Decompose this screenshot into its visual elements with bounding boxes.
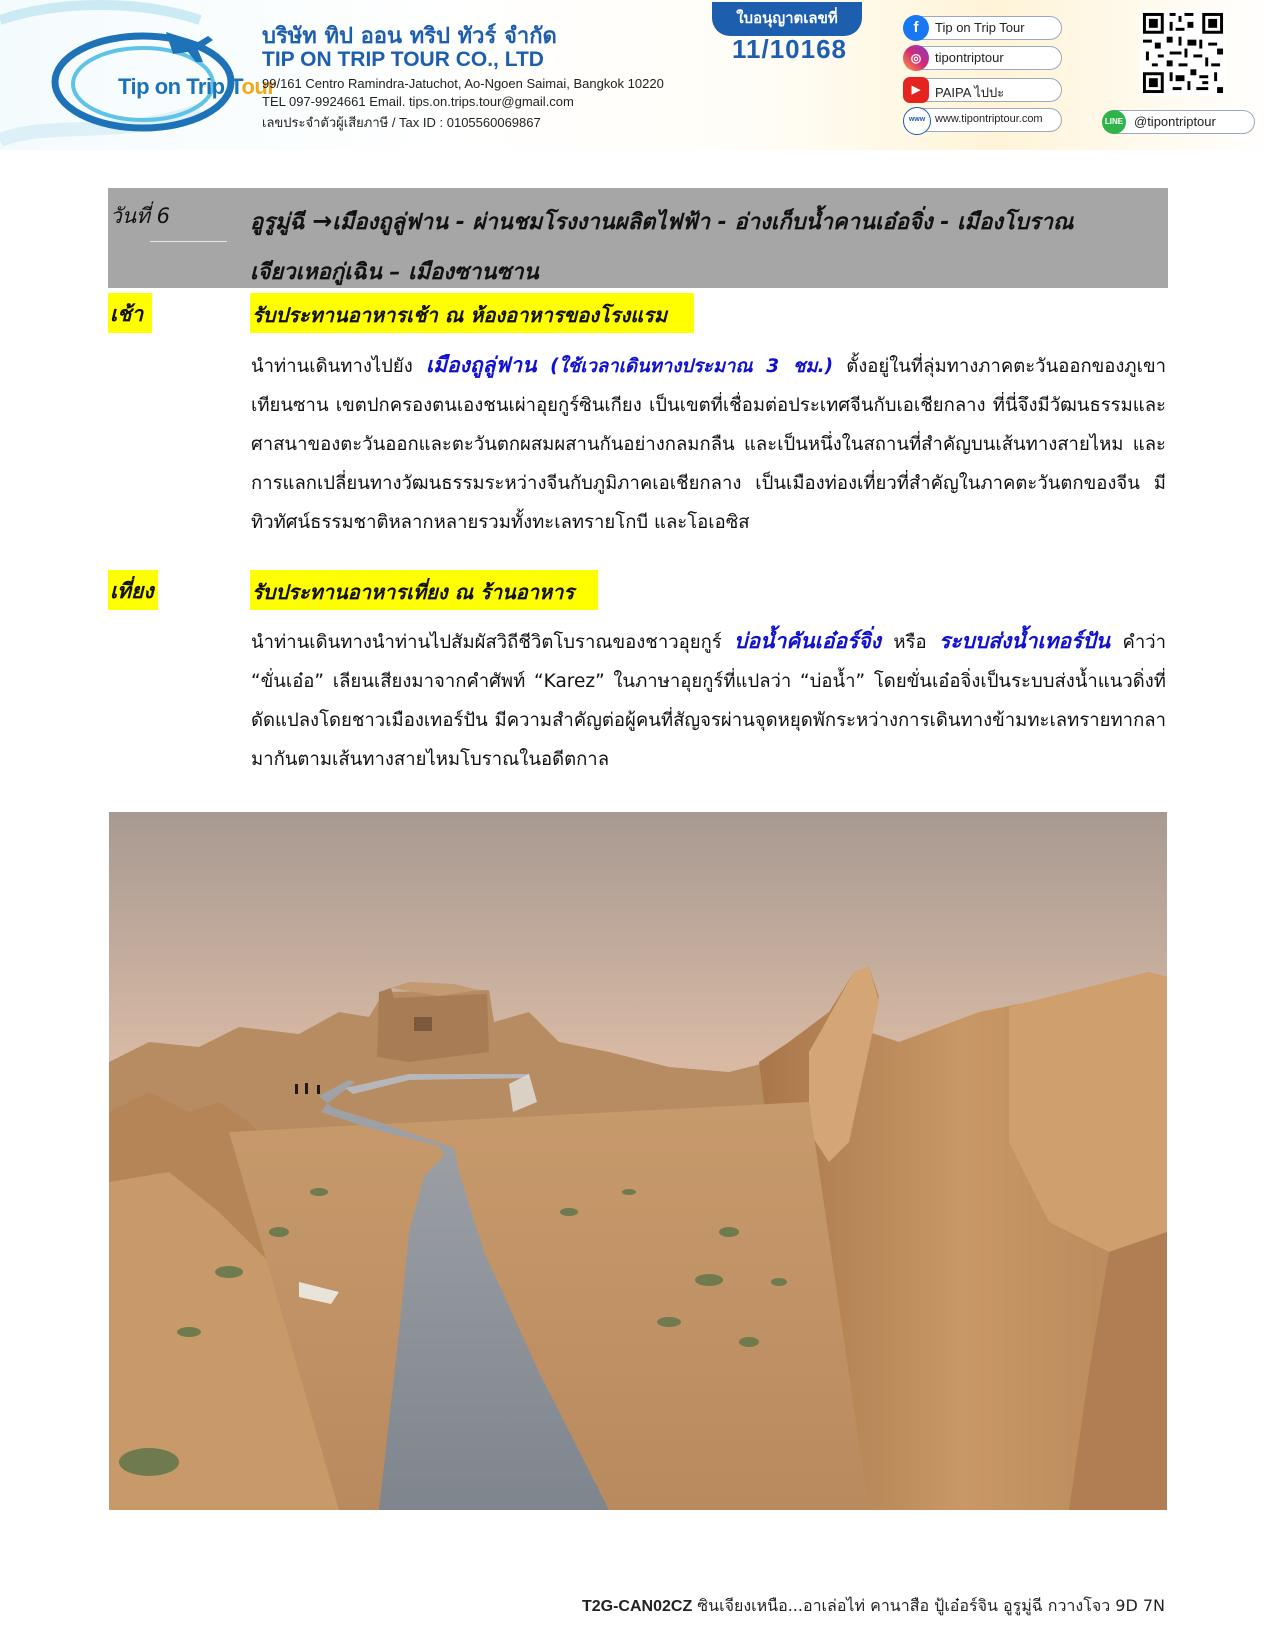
breakfast-time: เช้า bbox=[110, 302, 144, 326]
day-label: วันที่ 6 bbox=[110, 204, 171, 228]
place-karez-well: บ่อน้ำคันเอ๋อร์จิ่ง bbox=[734, 629, 881, 653]
lunch-time: เที่ยง bbox=[110, 579, 154, 603]
facebook-icon: f bbox=[903, 15, 929, 41]
footer-trip-code: T2G-CAN02CZ ซินเจียงเหนือ...อาเล่อไท่ คานาสือ ปู้เอ๋อร์จิน อูรูมู่ฉี กวางโจว 9D 7N bbox=[581, 1596, 1165, 1615]
company-tax-id: เลขประจำตัวผู้เสียภาษี / Tax ID : 0105560069867 bbox=[262, 115, 541, 130]
line-link[interactable]: LINE @tipontriptour bbox=[1103, 110, 1255, 134]
company-logo: Tip on Trip Tour bbox=[48, 22, 238, 134]
breakfast-text: รับประทานอาหารเช้า ณ ห้องอาหารของโรงแรม bbox=[252, 303, 668, 327]
day-itinerary-title: อูรูมู่ฉี →เมืองถูลู่ฟาน - ผ่านชมโรงงานผลิตไฟฟ้า - อ่างเก็บน้ำคานเอ๋อจิ่ง - เมืองโบราณ เจียวเหอกู่เฉิน – เมืองซานซาน bbox=[250, 207, 1074, 285]
facebook-link[interactable]: f Tip on Trip Tour bbox=[904, 16, 1062, 40]
youtube-icon: ▶ bbox=[903, 77, 929, 103]
day-label-divider bbox=[150, 241, 227, 242]
company-name-thai: บริษัท ทิป ออน ทริป ทัวร์ จำกัด bbox=[262, 24, 557, 49]
globe-icon: www bbox=[903, 107, 931, 135]
qr-code[interactable] bbox=[1140, 10, 1226, 96]
instagram-icon: ◎ bbox=[903, 45, 929, 71]
license-label: ใบอนุญาตเลขที่ bbox=[712, 2, 862, 36]
company-address: 99/161 Centro Ramindra-Jatuchot, Ao-Ngoen Saimai, Bangkok 10220 bbox=[262, 76, 664, 91]
place-turpan: เมืองถูลู่ฟาน bbox=[425, 353, 537, 377]
youtube-link[interactable]: ▶ PAIPA ไปปะ bbox=[904, 78, 1062, 102]
right-arrow-icon: → bbox=[312, 207, 333, 235]
paragraph-turpan-intro: นำท่านเดินทางไปยัง เมืองถูลู่ฟาน (ใช้เวลาเดินทางประมาณ 3 ชม.) ตั้งอยู่ในที่ลุ่มทางภาคตะวันออกของภูเขาเทียนซาน เขตปกครองตนเองชนเผ่าอุยกูร์ซินเกียง เป็นเขตที่เชื่อมต่อประเทศจีนกับเอเชียกลาง ที่นี่จึงมีวัฒนธรรมและศาสนาของตะวันออกและตะวันตกผสมผสานกันอย่างกลมกลืน และเป็นหนึ่งในสถานที่สำคัญบนเส้นทางสายไหม และการแลกเปลี่ยนทางวัฒนธรรมระหว่างจีนกับภูมิภาคเอเชียกลาง เป็นเมืองท่องเที่ยวที่สำคัญในภาคตะวันตกของจีน มีทิวทัศน์ธรรมชาติหลากหลายรวมทั้งทะเลทรายโกบี และโอเอซิส bbox=[251, 353, 1166, 533]
letterhead bbox=[0, 0, 1275, 150]
instagram-link[interactable]: ◎ tipontriptour bbox=[904, 46, 1062, 70]
line-icon: LINE bbox=[1102, 110, 1126, 134]
jiaohe-ruins-photo bbox=[109, 812, 1167, 1510]
website-link[interactable]: www www.tipontriptour.com bbox=[904, 108, 1062, 132]
license-number: 11/10168 bbox=[732, 34, 848, 64]
paragraph-karez-well: นำท่านเดินทางนำท่านไปสัมผัสวิถีชีวิตโบราณของชาวอุยกูร์ บ่อน้ำคันเอ๋อร์จิ่ง หรือ ระบบส่งน้ำเทอร์ปัน คำว่า “ขั่นเอ๋อ” เลียนเสียงมาจากคำศัพท์ “Karez” ในภาษาอุยกูร์ที่แปลว่า “บ่อน้ำ” โดยขั่นเอ๋อจิ่งเป็นระบบส่งน้ำแนวดิ่งที่ดัดแปลงโดยชาวเมืองเทอร์ปัน มีความสำคัญต่อผู้คนที่สัญจรผ่านจุดหยุดพักระหว่างการเดินทางข้ามทะเลทรายทากลามากันตามเส้นทางสายไหมโบราณในอดีตกาล bbox=[251, 629, 1166, 770]
company-name-english: TIP ON TRIP TOUR CO., LTD bbox=[262, 48, 544, 71]
lunch-text: รับประทานอาหารเที่ยง ณ ร้านอาหาร bbox=[252, 580, 575, 604]
place-turpan-water-system: ระบบส่งน้ำเทอร์ปัน bbox=[938, 629, 1111, 653]
company-contact: TEL 097-9924661 Email. tips.on.trips.tour@gmail.com bbox=[262, 94, 574, 109]
